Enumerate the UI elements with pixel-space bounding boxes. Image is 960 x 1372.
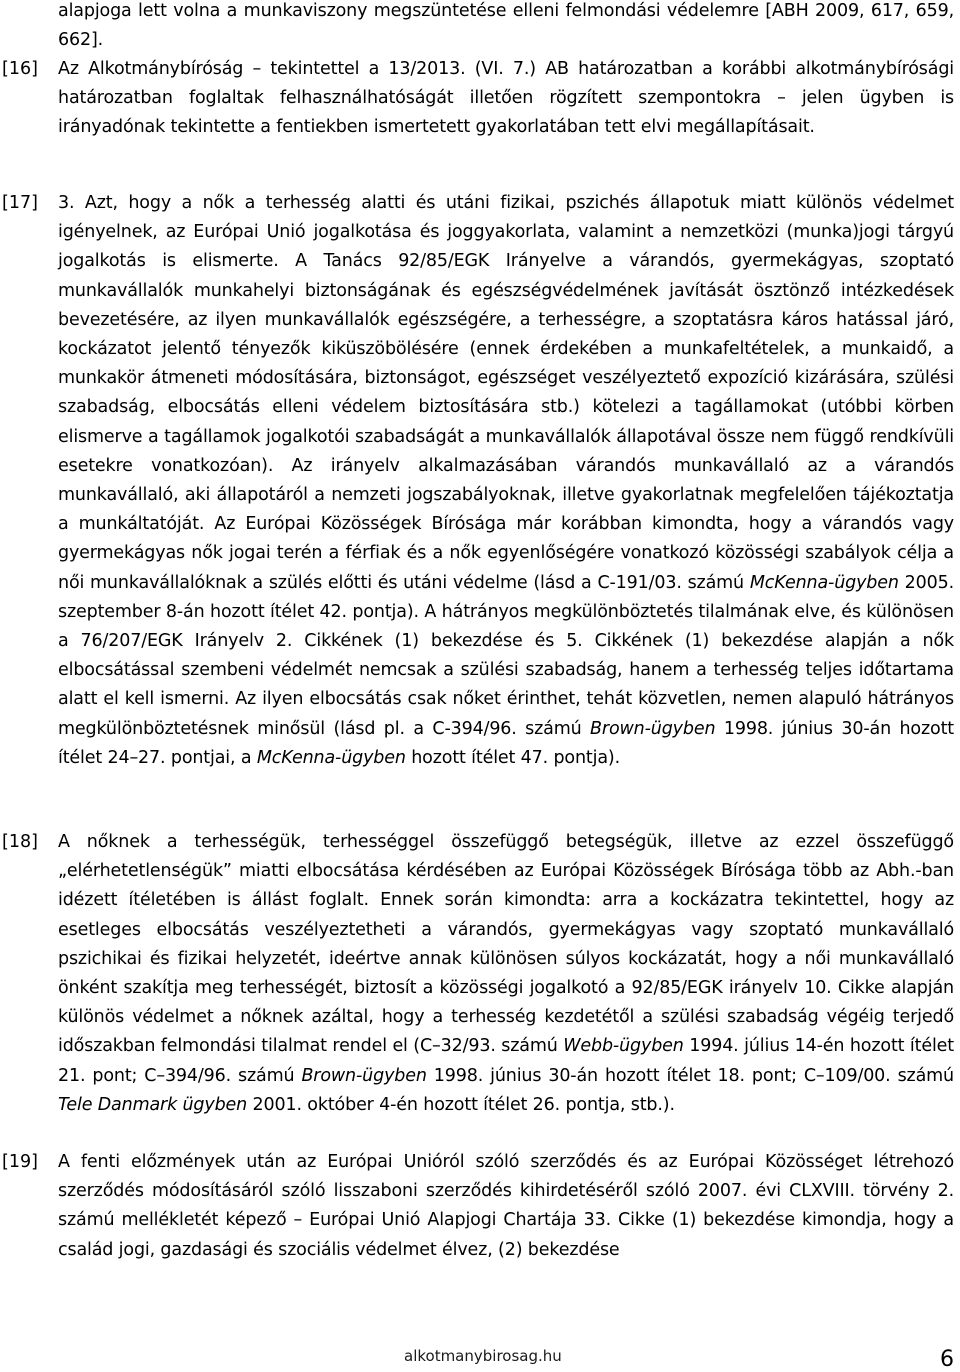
paragraph-text: A fenti előzmények után az Európai Unióról szóló szerződés és az Európai Közösséget létrehozó szerződés módosításáról szóló lisszaboni szerződés kihirdetéséről szóló 2007. évi CLXVIII. törvény 2. számú mellékletét képező – Európai Unió Alapjogi Chartája 33. Cikke (1) bekezdése kimondja, hogy a család jogi, gazdasági és szociális védelmet élvez, (2) bekezdése	[58, 1152, 954, 1260]
text-run: 1994. július 14-én hozott ítélet 21. pont; C–394/96. számú	[58, 1036, 954, 1086]
paragraph-number: [18]	[2, 832, 38, 852]
text-run: 3. Azt, hogy a nők a terhesség alatti és utáni fizikai, pszichés állapotuk miatt különös védelmet igényelnek, az Európai Unió jogalkotása és joggyakorlata, valamint a nemzetközi (munka)jogi tárgyú jogalkotás is elismerte. A Tanács 92/85/EGK Irányelve a várandós, gyermekágyas, szoptató munkavállalók munkahelyi biztonságának és egészségvédelmének javítását ösztönző intézkedések bevezetésére, az ilyen munkavállalók egészségére, a terhességre, a szoptatásra káros hatással járó, kockázatot jelentő tényezők kiküszöbölésére (ennek érdekében a munkafeltételek, a munkaidő, a munkakör átmeneti módosítására, biztonságot, egészséget veszélyeztető expozíció kizárására, szülési szabadság, elbocsátás elleni védelem biztosítására stb.) kötelezi a tagállamokat (utóbbi körben elismerve a tagállamok jogalkotói szabadságát a munkavállalók állapotával össze nem függő rendkívüli esetekre vonatkozóan). Az irányelv alkalmazásában várandós munkavállaló az a várandós munkavállaló, aki állapotáról a nemzeti jogszabályoknak, illetve gyakorlatnak megfelelően tájékoztatja a munkáltatóját. Az Európai Közösségek Bírósága már korábban kimondta, hogy a várandós vagy gyermekágyas nők jogai terén a férfiak és a nők egyenlőségére vonatkozó közösségi szabályok célja a női munkavállalóknak a szülés előtti és utáni védelme (lásd a C-191/03. számú	[58, 193, 954, 593]
text-run: 2001. október 4-én hozott ítélet 26. pontja, stb.).	[247, 1094, 675, 1115]
case-name: McKenna-ügyben	[256, 747, 406, 768]
paragraph-text: alapjoga lett volna a munkaviszony megszüntetése elleni felmondási védelemre [ABH 2009, 617, 659, 662].	[58, 1, 954, 51]
paragraph-text	[58, 828, 954, 1120]
paragraph-19	[0, 1148, 960, 1265]
text-run: 2005. szeptember 8-án hozott ítélet 42. pontja). A hátrányos megkülönböztetés tilalmának elve, és különösen a 76/207/EGK Irányelv 2. Cikkének (1) bekezdése és 5. Cikkének (1) bekezdése alapján a nők elbocsátással szembeni védelmét nemcsak a szülési szabadság, hanem a terhesség teljes időtartama alatt el kell ismerni. Az ilyen elbocsátás csak nőket érinthet, tehát közvetlen, nemen alapuló hátrányos megkülönböztetésnek minősül (lásd pl. a C-394/96. számú	[58, 572, 955, 739]
paragraph-number: [16]	[2, 59, 38, 79]
text-run: A nőknek a terhességük, terhességgel összefüggő betegségük, illetve az ezzel összefüggő „elérhetetlenségük” miatti elbocsátása kérdésében az Európai Közösségek Bírósága több az Abh.-ban idézett ítéletében is állást foglalt. Ennek során kimondta: arra a kockázatra tekintettel, hogy az esetleges elbocsátás veszélyeztetheti a várandós, gyermekágyas vagy szoptató munkavállaló pszichikai és fizikai helyzetét, ideértve annak különösen súlyos kockázatát, hogy a női munkavállaló önként szakítja meg terhességét, biztosít a közösségi jogalkotó a 92/85/EGK irányelv 10. Cikke alapján különös védelmet a nőknek azáltal, hogy a terhesség kezdetétől a szülési szabadság végéig terjedő időszakban felmondási tilalmat rendel el (C–32/93. számú	[58, 832, 954, 1057]
case-name: Tele Danmark ügyben	[58, 1094, 248, 1115]
text-run: 1998. június 30-án hozott ítélet 18. pont; C–109/00. számú	[426, 1065, 954, 1086]
paragraph-text: Az Alkotmánybíróság – tekintettel a 13/2013. (VI. 7.) AB határozatban a korábbi alkotmánybírósági határozatban foglaltak felhasználhatóságát illetően rögzített szempontokra – jelen ügyben is irányadónak tekintette a fentiekben ismertetett gyakorlatában tett elvi megállapításait.	[58, 59, 954, 138]
paragraph-16	[0, 55, 960, 143]
paragraph-text	[58, 189, 954, 773]
text-run: hozott ítélet 47. pontja).	[405, 747, 620, 768]
text-run: 1998. június 30-án hozott ítélet 24–27. pontjai, a	[58, 718, 954, 768]
paragraph-17	[0, 189, 960, 773]
paragraph-18	[0, 828, 960, 1120]
footer-site-url: alkotmanybirosag.hu	[404, 1347, 562, 1365]
case-name: Brown-ügyben	[301, 1065, 427, 1086]
paragraph-continuation	[0, 0, 960, 55]
case-name: McKenna-ügyben	[749, 572, 899, 593]
paragraph-number: [19]	[2, 1152, 38, 1172]
page-number: 6	[940, 1347, 954, 1372]
case-name: Brown-ügyben	[590, 718, 716, 739]
paragraph-number: [17]	[2, 193, 38, 213]
case-name: Webb-ügyben	[563, 1036, 684, 1057]
